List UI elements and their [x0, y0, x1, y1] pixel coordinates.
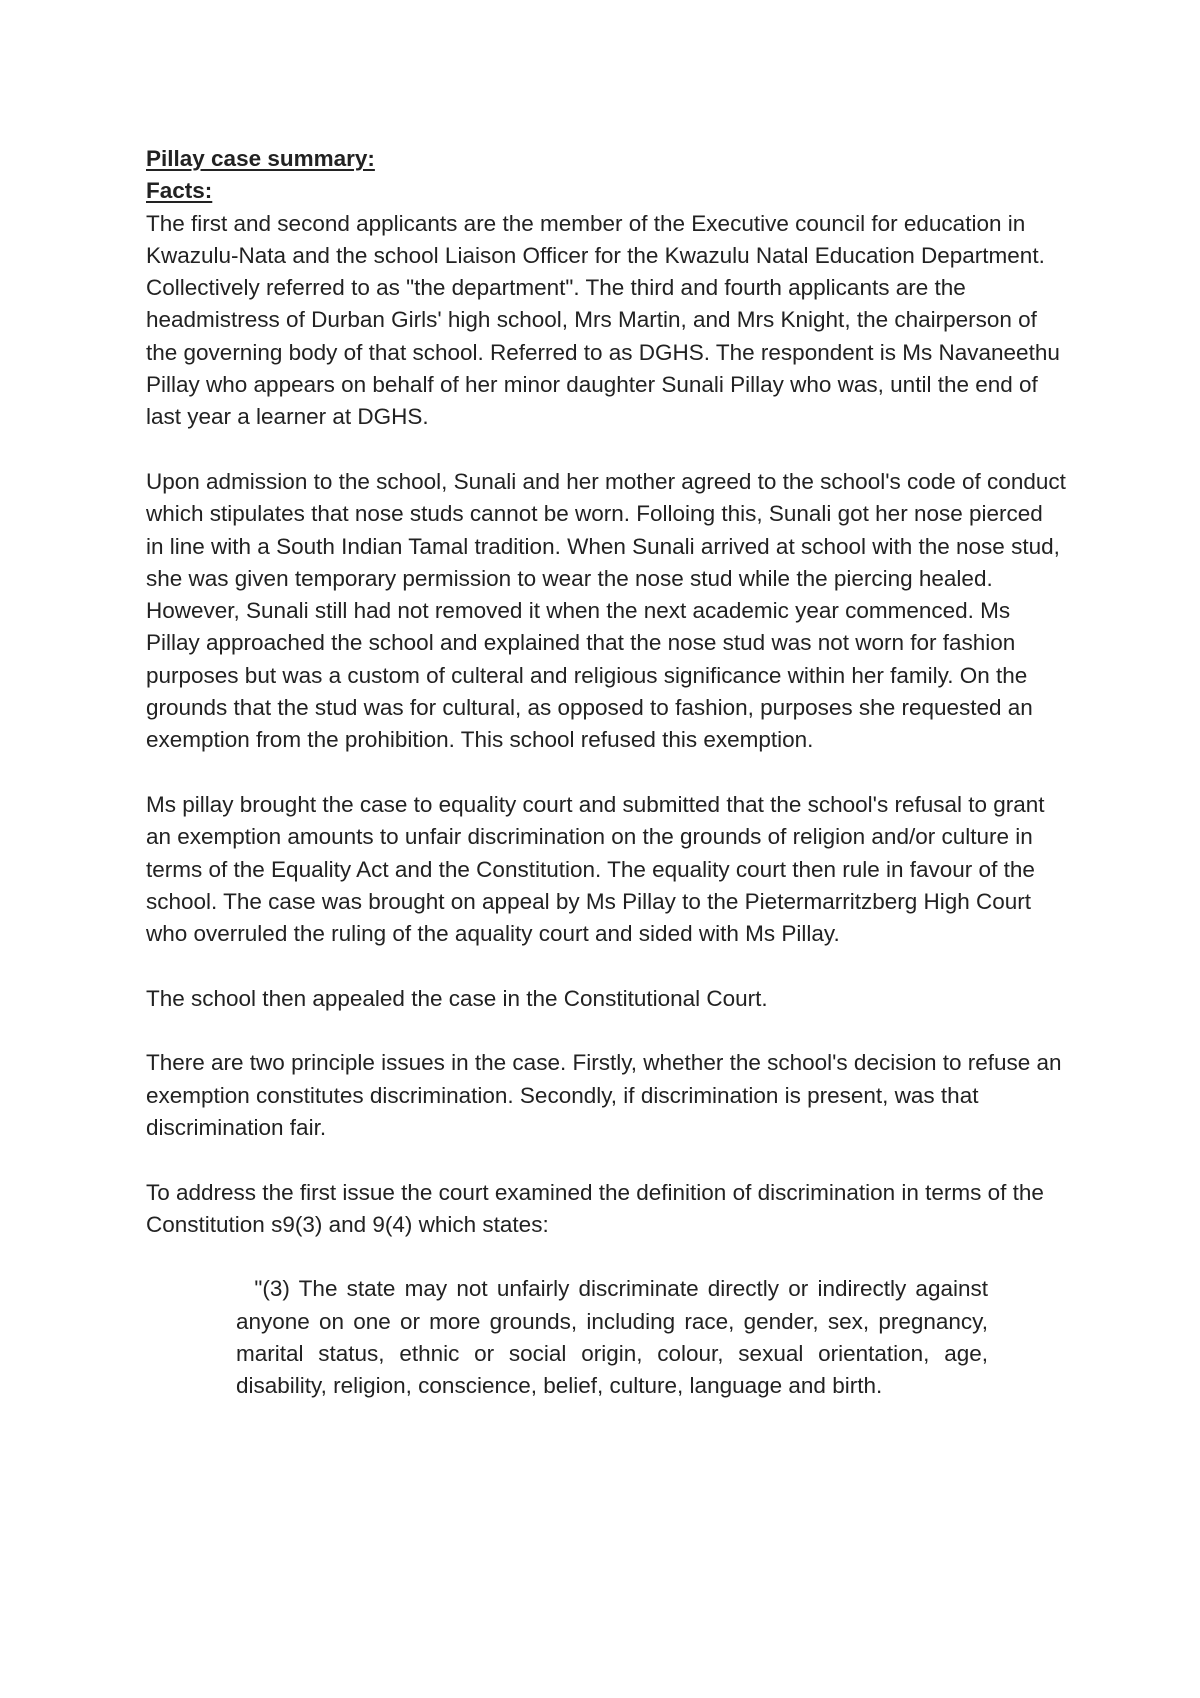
document-page	[146, 143, 1066, 1403]
paragraph-appeal: The school then appealed the case in the Constitutional Court.	[146, 985, 768, 1011]
paragraph-first-issue: To address the first issue the court examined the definition of discrimination in terms of the Constitution s9(3) and 9(4) which states:	[146, 1179, 1044, 1237]
constitution-quote-block	[236, 1273, 1118, 1402]
document-title: Pillay case summary:	[146, 146, 375, 171]
paragraph-parties: The first and second applicants are the member of the Executive council for education in Kwazulu-Nata and the school Liaison Officer for the Kwazulu Natal Education Department. Collectively referred to as "the department". The third and fourth applicants are the headmistress of Durban Girls' high school, Mrs Martin, and Mrs Knight, the chairperson of the governing body of that school. Referred to as DGHS. The respondent is Ms Navaneethu Pillay who appears on behalf of her minor daughter Sunali Pillay who was, until the end of last year a learner at DGHS.	[146, 210, 1060, 430]
paragraph-issues: There are two principle issues in the case. Firstly, whether the school's decision to refuse an exemption constitutes discrimination. Secondly, if discrimination is present, was that discrimination fair.	[146, 1050, 1062, 1140]
facts-heading: Facts:	[146, 178, 213, 204]
paragraph-background: Upon admission to the school, Sunali and her mother agreed to the school's code of conduct which stipulates that nose studs cannot be worn. Folloing this, Sunali got her nose pierced in line with a South Indian Tamal tradition. When Sunali arrived at school with the nose stud, she was given temporary permission to wear the nose stud while the piercing healed. However, Sunali still had not removed it when the next academic year commenced. Ms Pillay approached the school and explained that the nose stud was not worn for fashion purposes but was a custom of culteral and religious significance within her family. On the grounds that the stud was for cultural, as opposed to fashion, purposes she requested an exemption from the prohibition. This school refused this exemption.	[146, 468, 1066, 753]
constitution-quote: "(3) The state may not unfairly discriminate directly or indirectly against anyone on one or more grounds, including race, gender, sex, pregnancy, marital status, ethnic or social origin, colour, sexual orientation, age, disability, religion, conscience, belief, culture, language and birth.	[236, 1276, 995, 1399]
paragraph-equality-court: Ms pillay brought the case to equality court and submitted that the school's refusal to grant an exemption amounts to unfair discrimination on the grounds of religion and/or culture in terms of the Equality Act and the Constitution. The equality court then rule in favour of the school. The case was brought on appeal by Ms Pillay to the Pietermarritzberg High Court who overruled the ruling of the aquality court and sided with Ms Pillay.	[146, 791, 1045, 947]
